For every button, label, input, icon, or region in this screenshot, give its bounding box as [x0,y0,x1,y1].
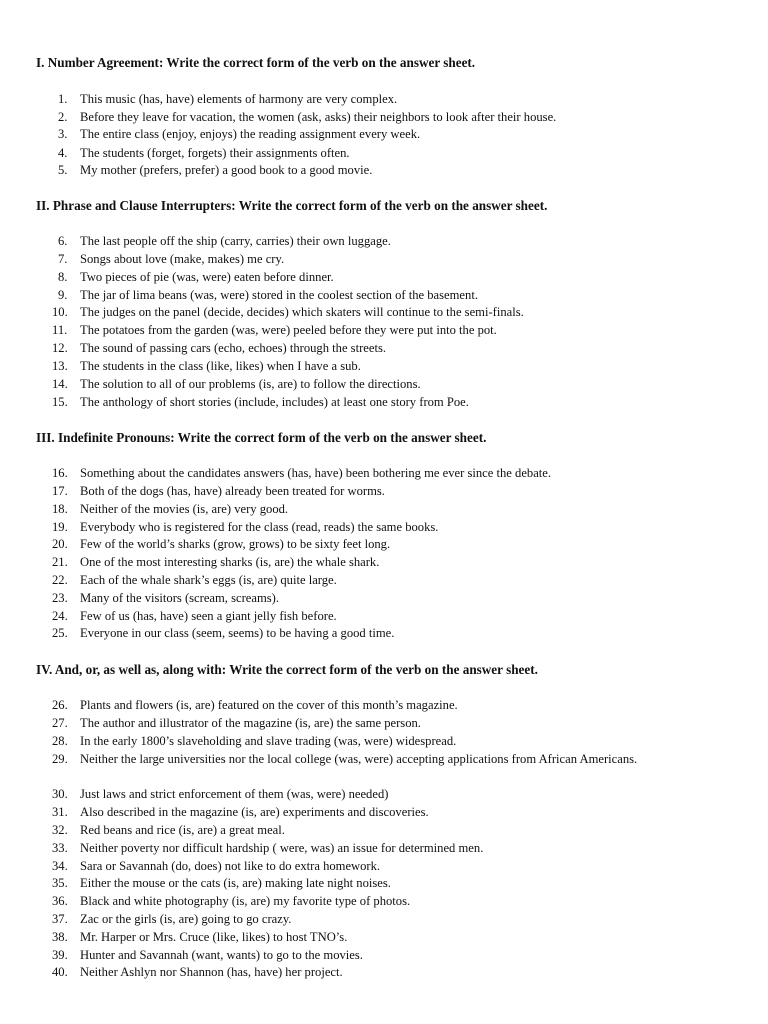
item-number: 2. [58,109,68,124]
list-item [52,929,712,947]
list-item [52,162,712,180]
list-item [52,519,712,537]
item-text: Black and white photography (is, are) my favorite type of photos. [80,894,411,908]
item-number: 33. [52,840,68,855]
item-text: Neither Ashlyn nor Shannon (has, have) her project. [80,965,343,979]
item-number: 1. [58,92,68,106]
list-item [52,145,712,163]
item-number: 27. [52,716,68,730]
list-item [52,501,712,519]
item-number: 22. [52,573,68,587]
list-item [52,733,712,751]
item-number: 37. [52,912,68,926]
item-number: 7. [58,252,68,266]
item-number: 11. [52,323,68,337]
item-text: Sara or Savannah (do, does) not like to do extra homework. [80,858,381,873]
item-number: 4. [58,145,68,160]
item-text: Plants and flowers (is, are) featured on the cover of this month’s magazine. [80,698,458,712]
item-number: 32. [52,822,68,837]
item-text: The anthology of short stories (include, includes) at least one story from Poe. [80,394,469,409]
item-number: 19. [52,519,68,534]
item-text: Neither the large universities nor the local college (was, were) accepting applications from African Americans. [80,751,638,766]
item-text: Before they leave for vacation, the women (ask, asks) their neighbors to look after their house. [80,109,557,124]
list-item [52,394,712,412]
item-text: Songs about love (make, makes) me cry. [80,252,285,266]
list-item [52,608,712,626]
list-item [52,91,712,109]
item-number: 17. [52,484,68,498]
item-text: Red beans and rice (is, are) a great meal. [80,822,285,837]
list-item [52,590,712,608]
item-number: 36. [52,894,68,908]
item-text: Each of the whale shark’s eggs (is, are) quite large. [80,573,337,587]
item-number: 16. [52,466,68,480]
list-item [52,572,712,590]
list-item [52,340,712,358]
item-number: 39. [52,947,68,962]
item-text: Either the mouse or the cats (is, are) making late night noises. [80,876,391,890]
list-item [52,840,712,858]
list-item [52,715,712,733]
item-text: Just laws and strict enforcement of them (was, were) needed) [80,787,389,801]
list-item [52,465,712,483]
item-text: The last people off the ship (carry, carries) their own luggage. [80,234,391,248]
item-text: Mr. Harper or Mrs. Cruce (like, likes) to host TNO’s. [80,929,348,944]
item-number: 21. [52,555,68,569]
section-heading-1: I. Number Agreement: Write the correct form of the verb on the answer sheet. [36,55,476,70]
list-item [52,786,712,804]
item-text: The students in the class (like, likes) when I have a sub. [80,359,361,373]
item-number: 38. [52,929,68,944]
item-number: 29. [52,751,68,766]
list-item [52,822,712,840]
item-number: 34. [52,858,68,873]
item-text: Few of the world’s sharks (grow, grows) to be sixty feet long. [80,537,391,551]
list-item [52,625,712,643]
list-item [52,875,712,893]
item-number: 12. [52,341,68,355]
list-item [52,536,712,554]
item-number: 26. [52,698,68,712]
list-item [52,697,712,715]
list-item [52,126,712,144]
list-item [52,233,712,251]
section-heading-4: IV. And, or, as well as, along with: Write the correct form of the verb on the answer sheet. [36,662,538,677]
list-item [52,554,712,572]
item-number: 8. [58,269,68,284]
item-number: 30. [52,787,68,801]
item-number: 40. [52,965,68,979]
list-item [52,287,712,305]
item-text: Neither poverty nor difficult hardship ( were, was) an issue for determined men. [80,840,484,855]
item-number: 28. [52,733,68,748]
item-text: Everyone in our class (seem, seems) to be having a good time. [80,626,395,640]
item-number: 9. [58,287,68,302]
item-text: This music (has, have) elements of harmony are very complex. [80,92,398,106]
section-heading-3: III. Indefinite Pronouns: Write the correct form of the verb on the answer sheet. [36,430,487,445]
list-item [52,322,712,340]
list-item [52,751,712,769]
item-number: 14. [52,376,68,391]
list-item [52,858,712,876]
list-item [52,893,712,911]
item-text: Many of the visitors (scream, screams). [80,590,279,605]
item-text: The potatoes from the garden (was, were) peeled before they were put into the pot. [80,323,497,337]
list-item [52,483,712,501]
list-item [52,376,712,394]
list-item [52,304,712,322]
item-text: The students (forget, forgets) their assignments often. [80,145,350,160]
item-number: 25. [52,626,68,640]
list-item [52,947,712,965]
item-text: The jar of lima beans (was, were) stored in the coolest section of the basement. [80,287,478,302]
item-text: Both of the dogs (has, have) already been treated for worms. [80,484,385,498]
item-text: Also described in the magazine (is, are) experiments and discoveries. [80,805,429,819]
item-text: Everybody who is registered for the class (read, reads) the same books. [80,519,439,534]
list-item [52,269,712,287]
item-text: The sound of passing cars (echo, echoes) through the streets. [80,341,387,355]
item-number: 6. [58,234,68,248]
list-item [52,358,712,376]
item-text: Hunter and Savannah (want, wants) to go to the movies. [80,947,363,962]
list-item [52,964,712,982]
item-number: 31. [52,805,68,819]
item-text: Something about the candidates answers (has, have) been bothering me ever since the debate. [80,466,552,480]
list-item [52,911,712,929]
item-text: Zac or the girls (is, are) going to go crazy. [80,912,292,926]
item-number: 5. [58,163,68,177]
item-number: 10. [52,305,68,319]
item-number: 35. [52,876,68,890]
item-text: The judges on the panel (decide, decides) which skaters will continue to the semi-finals. [80,305,524,319]
item-text: The solution to all of our problems (is, are) to follow the directions. [80,376,421,391]
item-text: Few of us (has, have) seen a giant jelly fish before. [80,608,337,623]
item-text: Two pieces of pie (was, were) eaten before dinner. [80,269,334,284]
item-text: The author and illustrator of the magazine (is, are) the same person. [80,716,421,730]
list-item [52,804,712,822]
item-number: 20. [52,537,68,551]
item-number: 23. [52,590,68,605]
section-heading-2: II. Phrase and Clause Interrupters: Write the correct form of the verb on the answer sheet. [36,198,548,213]
item-number: 15. [52,394,68,409]
item-number: 13. [52,359,68,373]
list-item [52,251,712,269]
item-text: One of the most interesting sharks (is, are) the whale shark. [80,555,380,569]
item-number: 18. [52,501,68,516]
item-number: 24. [52,608,68,623]
item-text: Neither of the movies (is, are) very good. [80,501,289,516]
list-item [52,109,712,127]
item-text: In the early 1800’s slaveholding and slave trading (was, were) widespread. [80,733,457,748]
item-text: The entire class (enjoy, enjoys) the reading assignment every week. [80,127,421,141]
item-text: My mother (prefers, prefer) a good book to a good movie. [80,163,373,177]
item-number: 3. [58,127,68,141]
